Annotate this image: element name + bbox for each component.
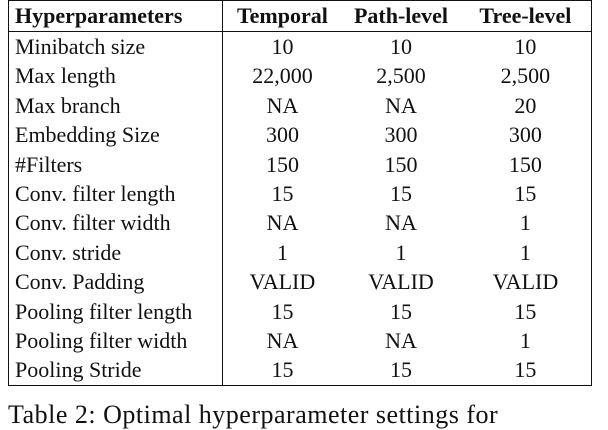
- row-label: Pooling filter length: [9, 297, 223, 326]
- table-row: [9, 267, 592, 296]
- cell-tree-level: 20: [460, 91, 592, 120]
- table-row: [9, 91, 592, 120]
- hyperparameter-table: [8, 0, 592, 386]
- cell-temporal: 1: [276, 239, 288, 265]
- header-path-level: Path-level: [353, 3, 449, 29]
- table-row: [9, 208, 592, 237]
- cell-temporal: 300: [265, 122, 299, 148]
- cell-tree-level: 15: [460, 179, 592, 208]
- row-label: Conv. filter length: [9, 179, 223, 208]
- cell-path-level: 15: [342, 355, 460, 385]
- cell-temporal: NA: [266, 328, 299, 354]
- table-row: [9, 355, 592, 385]
- cell-path-level: 2,500: [376, 63, 426, 89]
- cell-path-level: 300: [384, 122, 418, 148]
- table-row: [9, 61, 592, 90]
- cell-tree-level: VALID: [460, 267, 592, 296]
- cell-tree-level: 15: [460, 355, 592, 385]
- row-label: Embedding Size: [9, 120, 223, 149]
- cell-tree-level: 150: [460, 150, 592, 179]
- cell-path-level: 150: [384, 151, 418, 177]
- row-label: Max length: [9, 61, 223, 90]
- cell-tree-level: 15: [460, 297, 592, 326]
- table-row: [9, 32, 592, 62]
- row-label: #Filters: [9, 150, 223, 179]
- row-label: Conv. stride: [9, 238, 223, 267]
- cell-temporal: 15: [222, 355, 342, 385]
- table-row: [9, 297, 592, 326]
- cell-path-level: NA: [385, 92, 417, 118]
- cell-path-level: 10: [390, 34, 412, 59]
- cell-temporal: VALID: [249, 269, 316, 295]
- cell-tree-level: 1: [460, 238, 592, 267]
- table-caption: Table 2: Optimal hyperparameter settings for: [8, 400, 499, 429]
- header-tree-level: Tree-level: [460, 1, 592, 32]
- cell-path-level: 15: [390, 298, 412, 324]
- row-label: Minibatch size: [9, 32, 223, 62]
- cell-temporal: 10: [271, 34, 294, 59]
- cell-path-level: NA: [385, 328, 417, 354]
- cell-path-level: NA: [385, 210, 417, 236]
- cell-tree-level: 300: [460, 120, 592, 149]
- table-row: [9, 179, 592, 208]
- header-hyperparameters: Hyperparameters: [9, 1, 223, 32]
- table-row: [9, 120, 592, 149]
- row-label: Pooling filter width: [9, 326, 223, 355]
- cell-tree-level: 10: [460, 32, 592, 62]
- table-row: [9, 150, 592, 179]
- row-label: Conv. filter width: [9, 208, 223, 237]
- cell-temporal: 22,000: [252, 63, 313, 89]
- row-label: Pooling Stride: [9, 355, 223, 385]
- table-header-row: [9, 1, 592, 32]
- cell-path-level: 1: [395, 239, 407, 265]
- cell-tree-level: 1: [460, 326, 592, 355]
- table-row: [9, 326, 592, 355]
- cell-tree-level: 1: [460, 208, 592, 237]
- cell-path-level: VALID: [368, 269, 434, 295]
- header-temporal: Temporal: [237, 3, 328, 29]
- cell-temporal: 15: [271, 298, 294, 324]
- cell-temporal: 150: [265, 151, 299, 177]
- cell-temporal: 15: [271, 181, 294, 207]
- row-label: Conv. Padding: [9, 267, 223, 296]
- cell-temporal: NA: [266, 92, 299, 118]
- cell-path-level: 15: [390, 181, 412, 207]
- row-label: Max branch: [9, 91, 223, 120]
- cell-temporal: NA: [266, 210, 299, 236]
- cell-tree-level: 2,500: [460, 61, 592, 90]
- table-row: [9, 238, 592, 267]
